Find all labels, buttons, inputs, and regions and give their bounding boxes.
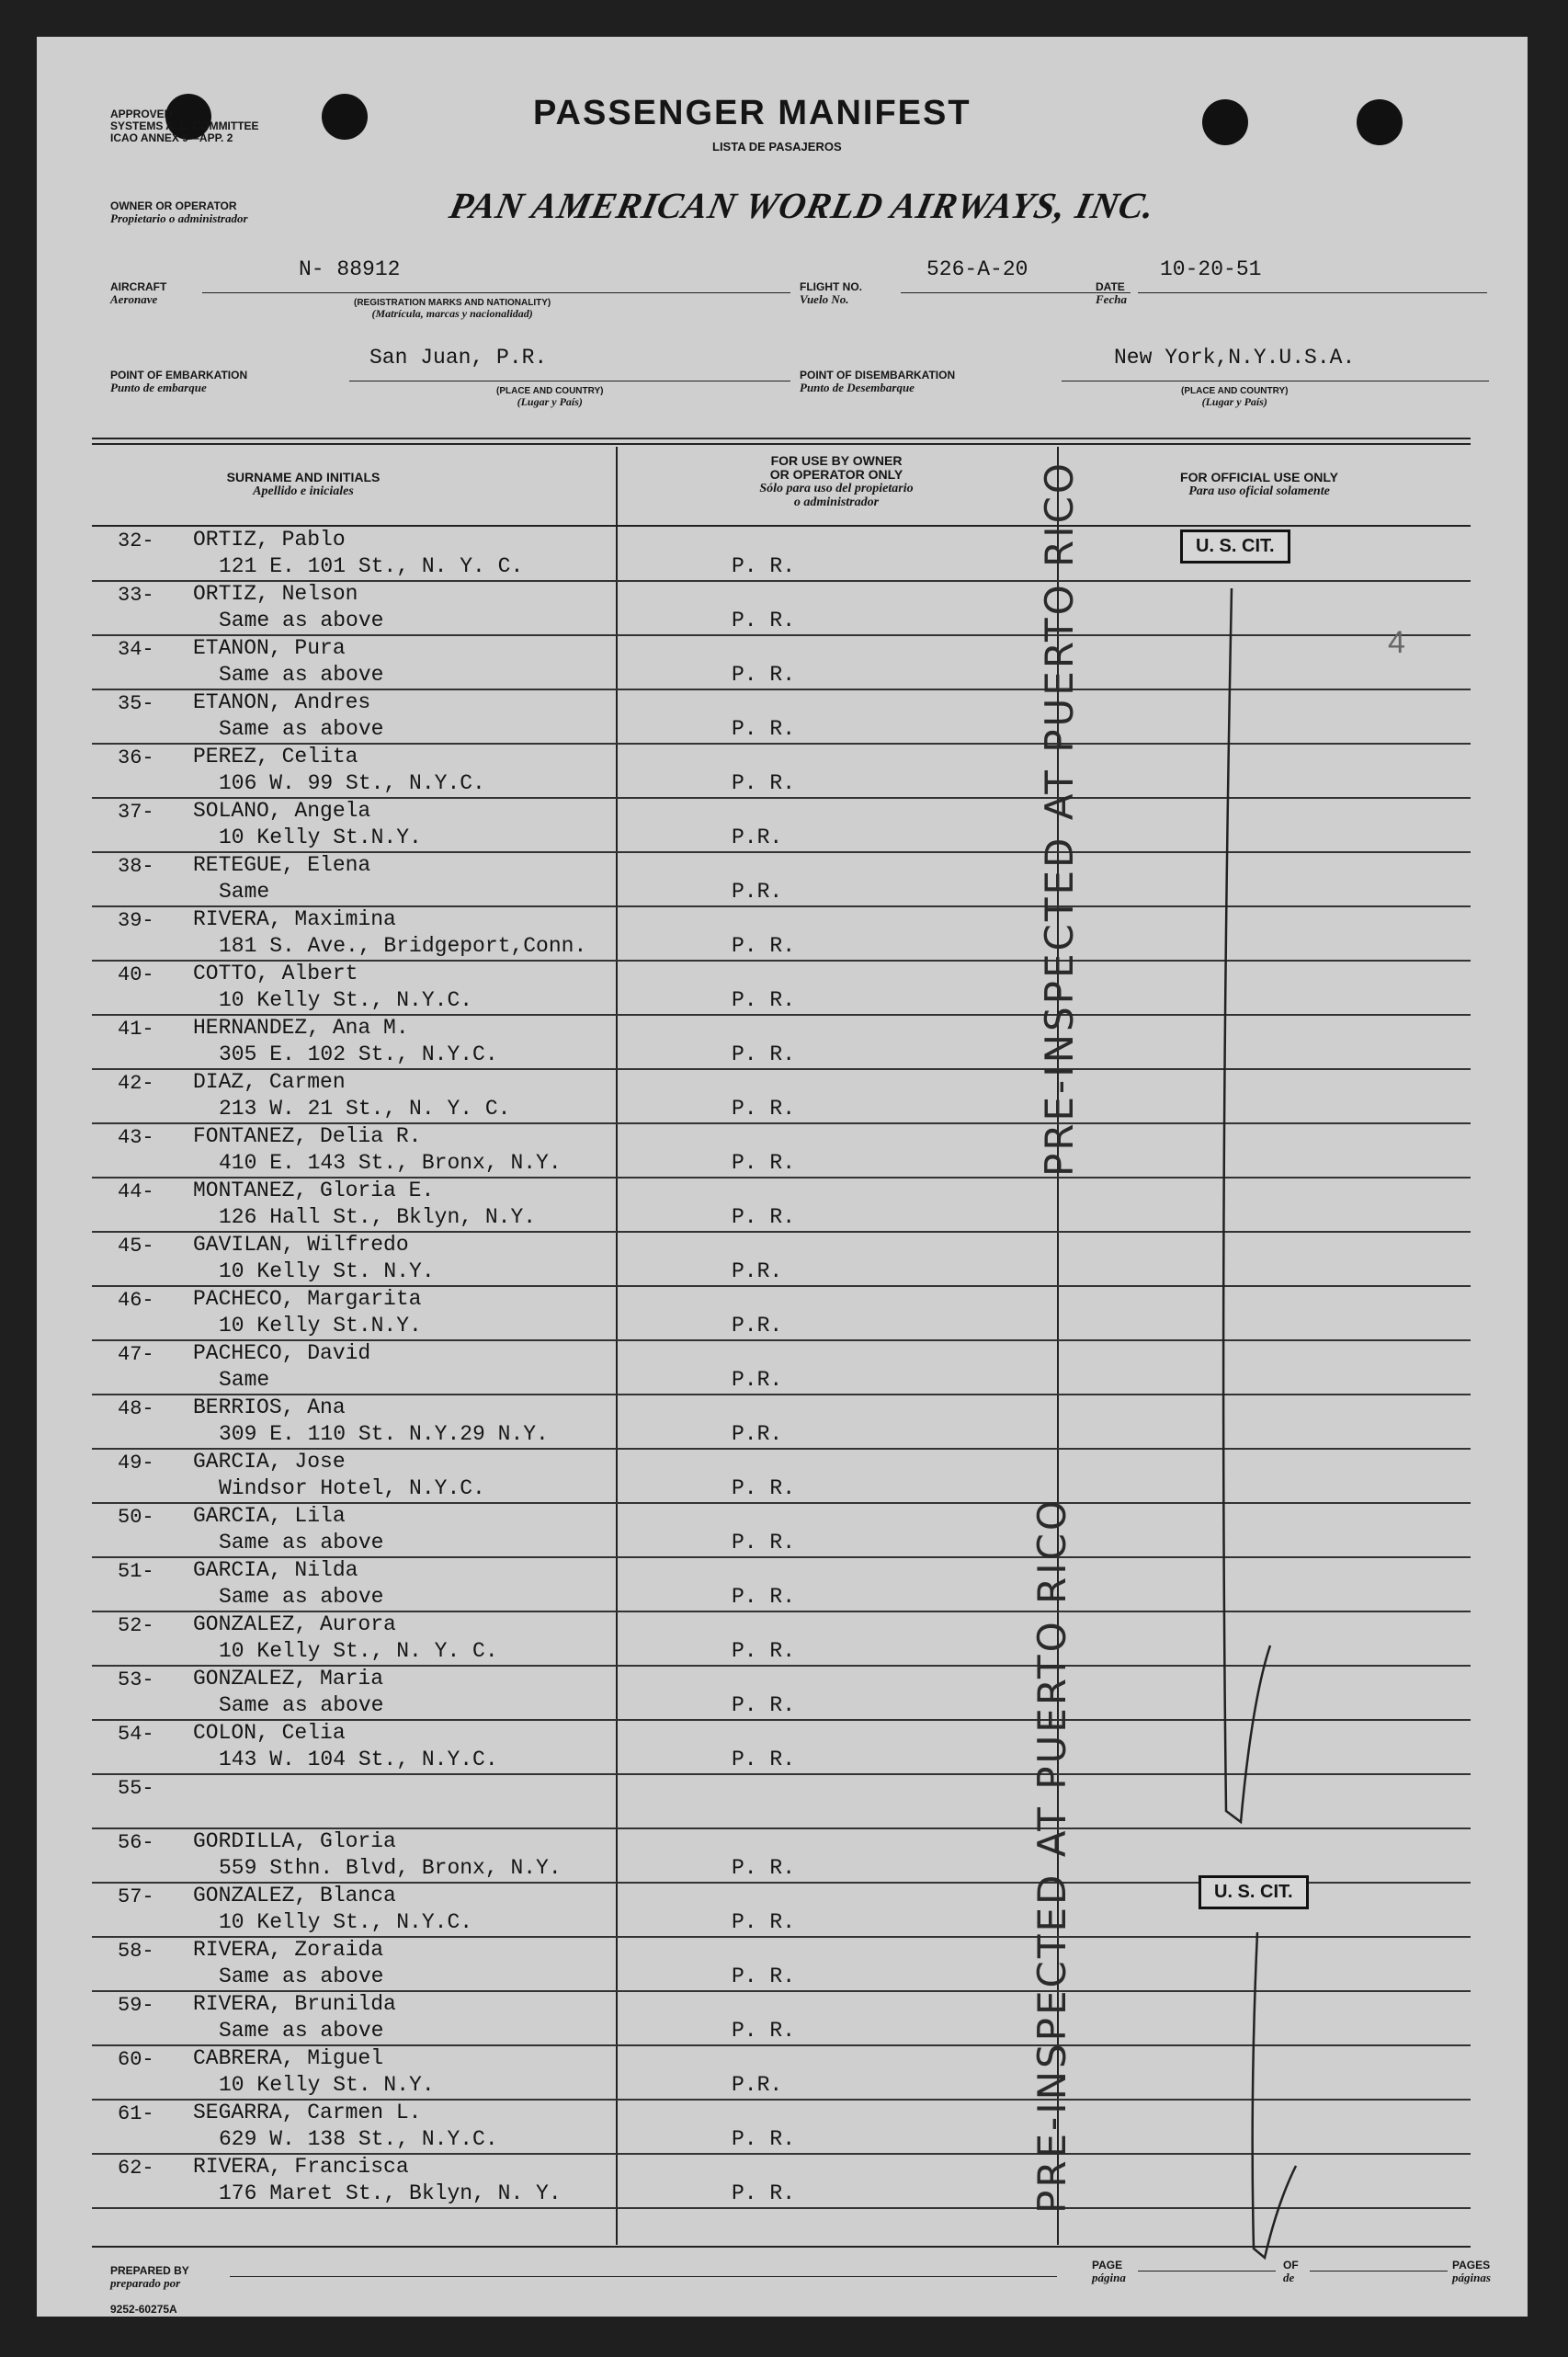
operator-use-value: P. R. [732,554,796,578]
embark-place-caption [496,386,603,408]
flight-label-en: FLIGHT NO. [800,280,862,293]
flight-label-es: Vuelo No. [800,292,849,306]
passenger-name: RETEGUE, Elena [193,853,371,877]
operator-use-value: P. R. [732,609,796,632]
passenger-name: SOLANO, Angela [193,799,371,823]
passenger-address: 305 E. 102 St., N.Y.C. [219,1042,498,1066]
punch-hole [322,94,368,140]
column-header-operator-es2: o administrador [793,495,880,509]
disembark-value: New York,N.Y.U.S.A. [1114,346,1356,370]
passenger-name: GONZALEZ, Maria [193,1667,384,1691]
place-caption-es: (Lugar y País) [1201,395,1267,408]
passenger-address: 10 Kelly St. N.Y. [219,2073,435,2097]
operator-use-value: P. R. [732,663,796,687]
checkmark-icon [1226,1927,1318,2276]
column-header-official [1103,471,1415,498]
passenger-address: Same [219,880,270,904]
approval-block [110,108,259,144]
passenger-name: BERRIOS, Ana [193,1395,346,1419]
passenger-address: 213 W. 21 St., N. Y. C. [219,1097,511,1121]
passenger-address: Same [219,1368,270,1392]
row-number: 43- [118,1126,154,1149]
row-number: 55- [118,1777,154,1800]
row-number: 47- [118,1343,154,1366]
operator-use-value: P.R. [732,1259,783,1283]
flight-label [800,281,862,305]
operator-use-value: P. R. [732,2127,796,2151]
row-number: 51- [118,1560,154,1583]
row-number: 53- [118,1668,154,1691]
passenger-address: 10 Kelly St.N.Y. [219,826,422,849]
pages-label-es: páginas [1452,2271,1491,2284]
punch-hole [1202,99,1248,145]
date-label-es: Fecha [1096,292,1127,306]
passenger-name: RIVERA, Zoraida [193,1938,384,1962]
operator-use-value: P. R. [732,1097,796,1121]
passenger-name: GONZALEZ, Blanca [193,1884,396,1907]
passenger-name: DIAZ, Carmen [193,1070,346,1094]
operator-use-value: P. R. [732,1042,796,1066]
row-number: 37- [118,801,154,824]
passenger-address: 10 Kelly St., N. Y. C. [219,1639,498,1663]
row-number: 58- [118,1940,154,1963]
row-number: 41- [118,1018,154,1041]
operator-use-value: P. R. [732,1205,796,1229]
passenger-name: ORTIZ, Pablo [193,528,346,552]
operator-use-value: P. R. [732,1748,796,1771]
passenger-address: 10 Kelly St.N.Y. [219,1314,422,1338]
operator-use-value: P. R. [732,2181,796,2205]
passenger-name: PACHECO, David [193,1341,371,1365]
row-number: 48- [118,1397,154,1420]
row-number: 62- [118,2157,154,2180]
prepared-label-en: PREPARED BY [110,2264,189,2277]
passenger-name: ETANON, Pura [193,636,346,660]
operator-use-value: P. R. [732,1151,796,1175]
registration-caption-es: (Matrícula, marcas y nacionalidad) [371,307,533,320]
passenger-name: HERNANDEZ, Ana M. [193,1016,409,1040]
passenger-name: FONTANEZ, Delia R. [193,1124,422,1148]
operator-use-value: P. R. [732,1910,796,1934]
row-number: 56- [118,1831,154,1854]
row-number: 35- [118,692,154,715]
aircraft-value: N- 88912 [299,257,401,281]
owner-label [110,200,248,224]
place-caption-en: (PLACE AND COUNTRY) [496,386,604,396]
row-number: 38- [118,855,154,878]
operator-use-value: P. R. [732,1639,796,1663]
operator-use-value: P. R. [732,1693,796,1717]
operator-use-value: P.R. [732,826,783,849]
row-number: 46- [118,1289,154,1312]
date-label [1096,281,1127,305]
owner-label-es: Propietario o administrador [110,211,248,225]
operator-use-value: P.R. [732,1314,783,1338]
passenger-name: RIVERA, Maximina [193,907,396,931]
page-label-en: PAGE [1092,2259,1123,2272]
row-number: 61- [118,2102,154,2125]
passenger-address: 559 Sthn. Blvd, Bronx, N.Y. [219,1856,562,1880]
passenger-name: COLON, Celia [193,1721,346,1745]
embark-label-es: Punto de embarque [110,381,207,394]
column-header-operator [680,454,993,509]
passenger-address: 106 W. 99 St., N.Y.C. [219,771,485,795]
place-caption-en: (PLACE AND COUNTRY) [1181,386,1289,396]
passenger-address: Same as above [219,1531,384,1554]
row-number: 59- [118,1994,154,2017]
operator-use-value: P.R. [732,1368,783,1392]
passenger-name: GARCIA, Jose [193,1450,346,1474]
row-number: 57- [118,1885,154,1908]
passenger-name: SEGARRA, Carmen L. [193,2101,422,2124]
passenger-address: 121 E. 101 St., N. Y. C. [219,554,524,578]
operator-use-value: P. R. [732,1856,796,1880]
operator-use-value: P. R. [732,771,796,795]
passenger-name: PEREZ, Celita [193,745,358,769]
prepared-by-label [110,2265,189,2289]
page-label-es: página [1092,2271,1126,2284]
disembark-label-es: Punto de Desembarque [800,381,915,394]
passenger-name: ORTIZ, Nelson [193,582,358,606]
passenger-address: 629 W. 138 St., N.Y.C. [219,2127,498,2151]
punch-hole [1357,99,1403,145]
passenger-address: 10 Kelly St., N.Y.C. [219,1910,473,1934]
column-header-name-en: SURNAME AND INITIALS [226,470,381,484]
passenger-name: MONTANEZ, Gloria E. [193,1178,435,1202]
header-bottom-rule [92,525,1471,527]
row-number: 44- [118,1180,154,1203]
passenger-name: GAVILAN, Wilfredo [193,1233,409,1257]
passenger-address: Same as above [219,2019,384,2043]
column-header-name-es: Apellido e iniciales [253,484,354,498]
approval-line: SYSTEMS A. L. COMMITTEE [110,120,259,132]
passenger-address: 176 Maret St., Bklyn, N. Y. [219,2181,562,2205]
date-label-en: DATE [1096,280,1125,293]
page-subtitle: LISTA DE PASAJEROS [712,140,842,154]
operator-use-value: P.R. [732,1422,783,1446]
flight-value: 526-A-20 [926,257,1028,281]
row-number: 39- [118,909,154,932]
operator-use-value: P. R. [732,2019,796,2043]
place-caption-es: (Lugar y País) [517,395,583,408]
passenger-address: Same as above [219,663,384,687]
row-number: 49- [118,1452,154,1475]
column-header-official-en: FOR OFFICIAL USE ONLY [1180,470,1338,484]
date-value: 10-20-51 [1160,257,1262,281]
column-header-operator-l2: OR OPERATOR ONLY [769,467,903,482]
page-label [1092,2260,1126,2283]
passenger-address: 10 Kelly St. N.Y. [219,1259,435,1283]
row-number: 52- [118,1614,154,1637]
embark-label-en: POINT OF EMBARKATION [110,369,248,381]
aircraft-label [110,281,166,305]
passenger-address: Same as above [219,1585,384,1609]
passenger-address: 126 Hall St., Bklyn, N.Y. [219,1205,537,1229]
row-number: 50- [118,1506,154,1529]
passenger-address: Same as above [219,1693,384,1717]
operator-use-value: P. R. [732,1476,796,1500]
owner-value: PAN AMERICAN WORLD AIRWAYS, INC. [446,185,1160,226]
page-title: PASSENGER MANIFEST [533,94,971,132]
row-number: 60- [118,2048,154,2071]
of-label [1283,2260,1299,2283]
pages-label-en: PAGES [1452,2259,1491,2272]
margin-note: 4 [1388,625,1405,660]
registration-caption [354,298,551,320]
passenger-name: PACHECO, Margarita [193,1287,422,1311]
approval-line: ICAO ANNEX 9—APP. 2 [110,131,233,144]
us-citizen-badge: U. S. CIT. [1199,1875,1309,1909]
of-label-es: de [1283,2271,1295,2284]
operator-use-value: P. R. [732,988,796,1012]
disembark-label-en: POINT OF DISEMBARKATION [800,369,956,381]
passenger-address: 181 S. Ave., Bridgeport,Conn. [219,934,587,958]
embark-label [110,370,247,393]
passenger-name: CABRERA, Miguel [193,2046,384,2070]
row-number: 40- [118,963,154,986]
row-number: 34- [118,638,154,661]
disembark-label [800,370,955,393]
aircraft-label-en: AIRCRAFT [110,280,167,293]
column-header-official-es: Para uso oficial solamente [1188,484,1330,498]
disembark-place-caption [1181,386,1288,408]
pages-label [1452,2260,1491,2283]
row-number: 33- [118,584,154,607]
passenger-address: 410 E. 143 St., Bronx, N.Y. [219,1151,562,1175]
row-number: 45- [118,1235,154,1258]
us-citizen-badge: U. S. CIT. [1180,529,1290,564]
approval-line: APPROVED [110,108,173,120]
row-number: 42- [118,1072,154,1095]
page-underline [1138,2271,1276,2272]
passenger-name: ETANON, Andres [193,690,371,714]
operator-use-value: P. R. [732,717,796,741]
table-top-rule [92,443,1471,445]
prepared-label-es: preparado por [110,2276,181,2290]
passenger-address: Same as above [219,1964,384,1988]
passenger-name: GARCIA, Nilda [193,1558,358,1582]
of-underline [1310,2271,1448,2272]
passenger-address: 309 E. 110 St. N.Y.29 N.Y. [219,1422,549,1446]
passenger-name: GORDILLA, Gloria [193,1829,396,1853]
form-code: 9252-60275A [110,2303,177,2316]
operator-use-value: P. R. [732,1585,796,1609]
of-label-en: OF [1283,2259,1299,2272]
passenger-name: GONZALEZ, Aurora [193,1612,396,1636]
column-header-operator-l1: FOR USE BY OWNER [770,453,903,468]
operator-use-value: P. R. [732,934,796,958]
prepared-by-underline [230,2276,1057,2277]
pre-inspected-stamp: PRE-INSPECTED AT PUERTO RICO [1037,461,1082,1177]
registration-caption-en: (REGISTRATION MARKS AND NATIONALITY) [354,298,551,308]
passenger-address: Same as above [219,717,384,741]
checkmark-icon [1186,579,1296,1848]
passenger-address: Same as above [219,609,384,632]
manifest-page [37,37,1528,2317]
passenger-address: 10 Kelly St., N.Y.C. [219,988,473,1012]
passenger-address: Windsor Hotel, N.Y.C. [219,1476,485,1500]
passenger-address: 143 W. 104 St., N.Y.C. [219,1748,498,1771]
passenger-name: COTTO, Albert [193,962,358,985]
date-underline [1138,292,1487,293]
aircraft-underline [202,292,790,293]
row-number: 54- [118,1723,154,1746]
passenger-name: RIVERA, Brunilda [193,1992,396,2016]
column-header-operator-es1: Sólo para uso del propietario [759,482,914,495]
operator-use-value: P. R. [732,1964,796,1988]
operator-use-value: P.R. [732,2073,783,2097]
row-number: 36- [118,746,154,769]
owner-label-en: OWNER OR OPERATOR [110,199,237,212]
column-header-name [147,471,460,498]
row-number: 32- [118,529,154,552]
operator-use-value: P. R. [732,1531,796,1554]
aircraft-label-es: Aeronave [110,292,158,306]
operator-use-value: P.R. [732,880,783,904]
pre-inspected-stamp: PRE-INSPECTED AT PUERTO RICO [1029,1497,1074,2214]
passenger-name: GARCIA, Lila [193,1504,346,1528]
table-top-rule [92,438,1471,439]
passenger-name: RIVERA, Francisca [193,2155,409,2179]
embark-value: San Juan, P.R. [369,346,548,370]
